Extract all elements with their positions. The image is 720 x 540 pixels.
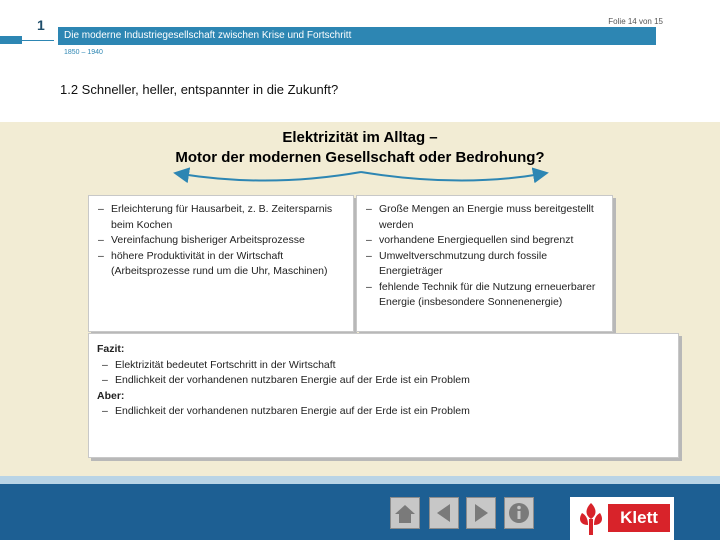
question-line-1: Elektrizität im Alltag –: [282, 129, 438, 146]
chapter-title: Die moderne Industriegesellschaft zwischen Krise und Fortschritt: [58, 27, 660, 45]
list-item: – Umweltverschmutzung durch fossile Energieträger: [361, 249, 606, 280]
previous-icon: [432, 501, 456, 525]
section-title: 1.2 Schneller, heller, entspannter in die Zukunft?: [60, 82, 339, 97]
next-slide-button[interactable]: [466, 497, 496, 529]
list-item: – Elektrizität bedeutet Fortschritt in der Wirtschaft: [97, 358, 670, 374]
footer-highlight: [0, 476, 720, 484]
list-item: – Endlichkeit der vorhandenen nutzbaren Energie auf der Erde ist ein Problem: [97, 404, 670, 420]
contra-box: [356, 195, 613, 332]
list-item: – Endlichkeit der vorhandenen nutzbaren Energie auf der Erde ist ein Problem: [97, 373, 670, 389]
arrow-right: [361, 172, 541, 181]
list-item: – Große Mengen an Energie muss bereitgestellt werden: [361, 202, 606, 233]
list-item: – fehlende Technik für die Nutzung erneuerbarer Energie (insbesondere Sonnenenergie): [361, 280, 606, 311]
list-item: – Erleichterung für Hausarbeit, z. B. Zeitersparnis beim Kochen: [93, 202, 347, 233]
info-button[interactable]: [504, 497, 534, 529]
question-line-2: Motor der modernen Gesellschaft oder Bedrohung?: [175, 149, 545, 166]
slide-number: 1: [37, 17, 45, 33]
arrow-left: [181, 172, 361, 181]
klett-logo: [570, 497, 674, 540]
period-label: 1850 – 1940: [64, 49, 103, 56]
list-item: – höhere Produktivität in der Wirtschaft (Arbeitsprozesse rund um die Uhr, Maschinen): [93, 249, 347, 280]
previous-slide-button[interactable]: [429, 497, 459, 529]
info-icon: [507, 501, 531, 525]
pro-box: [88, 195, 354, 332]
home-icon: [393, 501, 417, 525]
aber-heading: Aber:: [97, 389, 125, 402]
brand-name: Klett: [608, 504, 670, 532]
fazit-box: [88, 333, 679, 458]
list-item: – vorhandene Energiequellen sind begrenzt: [361, 233, 606, 249]
next-icon: [469, 501, 493, 525]
slide-counter: Folie 14 von 15: [608, 17, 663, 26]
klett-emblem-icon: [576, 501, 606, 537]
list-item: – Vereinfachung bisheriger Arbeitsprozesse: [93, 233, 347, 249]
branch-arrows: [0, 0, 720, 200]
home-button[interactable]: [390, 497, 420, 529]
fazit-heading: Fazit:: [97, 343, 125, 355]
